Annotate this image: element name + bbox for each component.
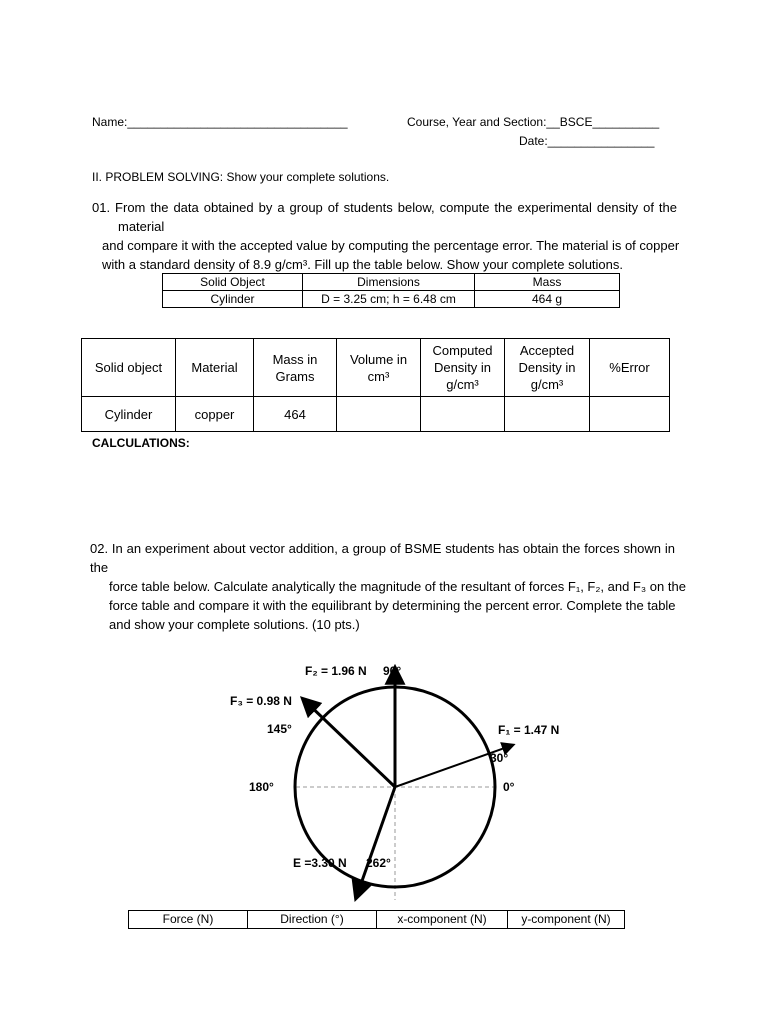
date-field-label: Date:________________ [519, 134, 655, 148]
q2-line-2: the [90, 560, 109, 575]
table-header-cell: Volume in cm³ [337, 339, 421, 397]
angle-30-label: 30° [490, 751, 509, 765]
section-title: II. PROBLEM SOLVING: Show your complete solutions. [92, 170, 390, 184]
table-header-cell: Solid Object [163, 274, 303, 291]
table-header-row [129, 911, 625, 929]
table-header-cell: Computed Density in g/cm³ [421, 339, 505, 397]
table-cell: D = 3.25 cm; h = 6.48 cm [303, 291, 475, 308]
table-header-cell: Direction (°) [248, 911, 377, 929]
q1-line-3: and compare it with the accepted value by computing the percentage error. The material is of copper [102, 238, 680, 253]
equilibrant-vector [356, 787, 395, 898]
table-header-cell: Accepted Density in g/cm³ [505, 339, 590, 397]
table-header-cell: y-component (N) [508, 911, 625, 929]
name-field-label: Name:_________________________________ [92, 115, 348, 129]
table-cell: Cylinder [163, 291, 303, 308]
table-header-cell: Dimensions [303, 274, 475, 291]
q1-line-1: 01. From the data obtained by a group of students below, compute the experimental density of the [92, 200, 677, 215]
force-components-table [128, 910, 625, 929]
angle-0-label: 0° [503, 780, 515, 794]
table-header-cell: Material [176, 339, 254, 397]
f3-label: F₃ = 0.98 N [230, 694, 292, 708]
table-header-cell: x-component (N) [377, 911, 508, 929]
equilibrant-label: E =3.30 N [293, 856, 347, 870]
table-cell: 464 [254, 397, 337, 432]
q2-line-5: and show your complete solutions. (10 pts.) [109, 617, 360, 632]
f1-label: F₁ = 1.47 N [498, 723, 560, 737]
table-header-cell: Mass in Grams [254, 339, 337, 397]
angle-145-label: 145° [267, 722, 292, 736]
table-header-cell: Solid object [82, 339, 176, 397]
table-cell: Cylinder [82, 397, 176, 432]
table-cell: 464 g [475, 291, 620, 308]
angle-180-label: 180° [249, 780, 274, 794]
q2-line-3: force table below. Calculate analytically the magnitude of the resultant of forces F₁, F₂, and F₃ on the [109, 579, 686, 594]
f3-vector [303, 699, 395, 787]
angle-262-label: 262° [366, 856, 391, 870]
q1-line-4: with a standard density of 8.9 g/cm³. Fill up the table below. Show your complete solutions. [102, 257, 623, 272]
table-header-cell: %Error [590, 339, 670, 397]
f2-label: F₂ = 1.96 N [305, 664, 367, 678]
table-cell: copper [176, 397, 254, 432]
q2-line-4: force table and compare it with the equilibrant by determining the percent error. Complete the table [109, 598, 676, 613]
q2-line-1: 02. In an experiment about vector addition, a group of BSME students has obtain the forces shown in [90, 541, 675, 556]
calculations-label: CALCULATIONS: [92, 436, 190, 450]
q1-line-2: material [118, 219, 165, 234]
angle-90-label: 90° [383, 664, 402, 678]
course-field-label: Course, Year and Section:__BSCE__________ [407, 115, 660, 129]
table-header-cell: Mass [475, 274, 620, 291]
table-header-cell: Force (N) [129, 911, 248, 929]
